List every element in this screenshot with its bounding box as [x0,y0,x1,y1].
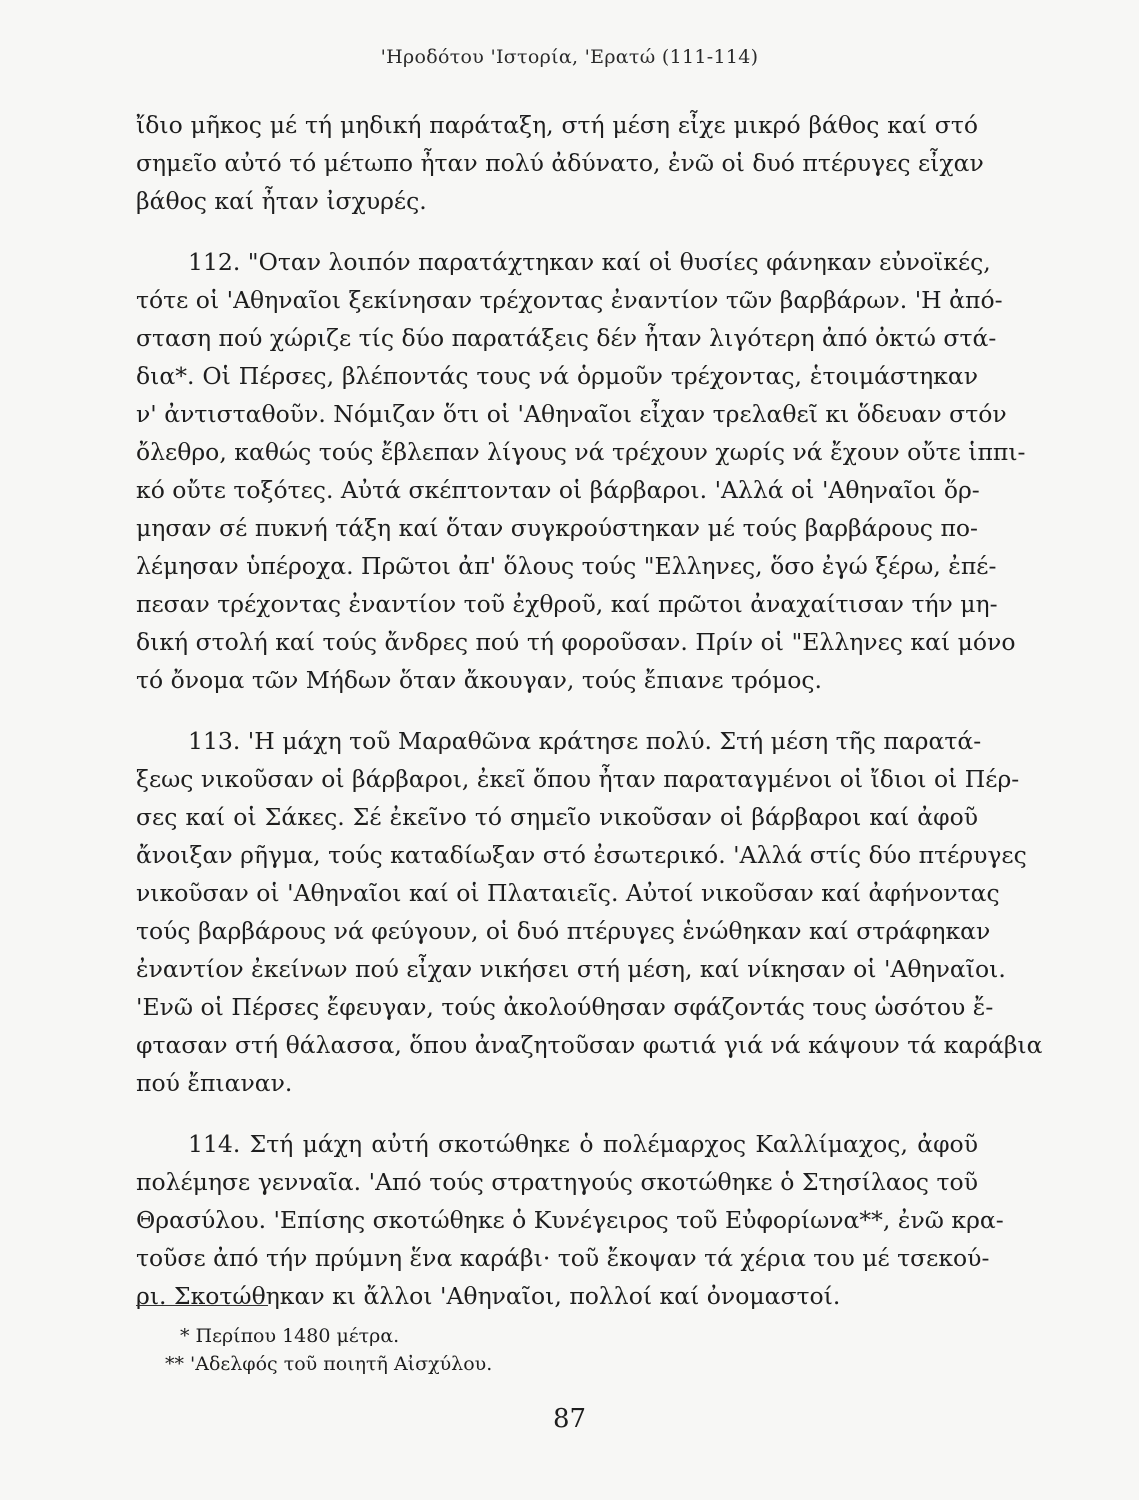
text-line: 112. "Οταν λοιπόν παρατάχτηκαν καί οἱ θυσίες φάνηκαν εὐνοϊκές, [188,248,991,276]
text-line: 'Ενῶ οἱ Πέρσες ἔφευγαν, τούς ἀκολούθησαν σφάζοντάς τους ὡσότου ἔ- [136,993,994,1021]
text-line: τούς βαρβάρους νά φεύγουν, οἱ δυό πτέρυγες ἑνώθηκαν καί στράφηκαν [136,917,991,945]
text-line: πεσαν τρέχοντας ἐναντίον τοῦ ἐχθροῦ, καί πρῶτοι ἀναχαίτισαν τήν μη- [136,590,998,618]
text-line: τότε οἱ 'Αθηναῖοι ξεκίνησαν τρέχοντας ἐναντίον τῶν βαρβάρων. 'Η ἀπό- [136,286,1003,314]
text-line: δια*. Οἱ Πέρσες, βλέποντάς τους νά ὁρμοῦν τρέχοντας, ἑτοιμάστηκαν [136,362,978,390]
text-line: ἐναντίον ἐκείνων πού εἶχαν νικήσει στή μέση, καί νίκησαν οἱ 'Αθηναῖοι. [136,955,1006,983]
text-line: κό οὔτε τοξότες. Αὐτά σκέπτονταν οἱ βάρβαροι. 'Αλλά οἱ 'Αθηναῖοι ὅρ- [136,476,980,504]
text-line: ὄλεθρο, καθώς τούς ἔβλεπαν λίγους νά τρέχουν χωρίς νά ἔχουν οὔτε ἱππι- [136,438,1026,466]
text-line: τό ὄνομα τῶν Μήδων ὅταν ἄκουγαν, τούς ἔπιανε τρόμος. [136,666,822,694]
text-line: ν' ἀντισταθοῦν. Νόμιζαν ὅτι οἱ 'Αθηναῖοι εἶχαν τρελαθεῖ κι ὅδευαν στόν [136,400,1007,428]
text-line: νικοῦσαν οἱ 'Αθηναῖοι καί οἱ Πλαταιεῖς. Αὐτοί νικοῦσαν καί ἀφήνοντας [136,879,1000,907]
text-line: ρι. Σκοτώθηκαν κι ἄλλοι 'Αθηναῖοι, πολλοί καί ὀνομαστοί. [136,1282,841,1310]
footnote-1: * Περίπου 1480 μέτρα. [180,1325,400,1347]
footnote-divider [136,1305,268,1306]
text-line: φτασαν στή θάλασσα, ὅπου ἀναζητοῦσαν φωτιά γιά νά κάψουν τά καράβια [136,1031,1043,1059]
page-number: 87 [552,1404,587,1434]
running-header: 'Ηροδότου 'Ιστορία, 'Ερατώ (111-114) [380,46,759,68]
text-line: δική στολή καί τούς ἄνδρες πού τή φοροῦσαν. Πρίν οἱ "Ελληνες καί μόνο [136,628,1016,656]
text-line: ἴδιο μῆκος μέ τή μηδική παράταξη, στή μέση εἶχε μικρό βάθος καί στό [136,111,978,139]
text-line: 113. 'Η μάχη τοῦ Μαραθῶνα κράτησε πολύ. Στή μέση τῆς παρατά- [188,727,982,755]
text-line: σημεῖο αὐτό τό μέτωπο ἦταν πολύ ἀδύνατο, ἐνῶ οἱ δυό πτέρυγες εἶχαν [136,149,984,177]
text-line: 114. Στή μάχη αὐτή σκοτώθηκε ὁ πολέμαρχος Καλλίμαχος, ἀφοῦ [188,1130,978,1158]
text-line: πού ἔπιαναν. [136,1069,293,1097]
text-line: βάθος καί ἦταν ἰσχυρές. [136,187,427,215]
text-line: σταση πού χώριζε τίς δύο παρατάξεις δέν ἦταν λιγότερη ἀπό ὀκτώ στά- [136,324,997,352]
text-line: λέμησαν ὑπέροχα. Πρῶτοι ἀπ' ὅλους τούς "Ελληνες, ὅσο ἐγώ ξέρω, ἐπέ- [136,552,997,580]
text-line: πολέμησε γενναῖα. 'Από τούς στρατηγούς σκοτώθηκε ὁ Στησίλαος τοῦ [136,1168,978,1196]
text-line: τοῦσε ἀπό τήν πρύμνη ἕνα καράβι· τοῦ ἔκοψαν τά χέρια του μέ τσεκού- [136,1244,990,1272]
text-line: ξεως νικοῦσαν οἱ βάρβαροι, ἐκεῖ ὅπου ἦταν παραταγμένοι οἱ ἴδιοι οἱ Πέρ- [136,765,1020,793]
footnote-2: ** 'Αδελφός τοῦ ποιητῆ Αἰσχύλου. [165,1353,493,1375]
text-line: ἄνοιξαν ρῆγμα, τούς καταδίωξαν στό ἐσωτερικό. 'Αλλά στίς δύο πτέρυγες [136,841,1027,869]
text-line: σες καί οἱ Σάκες. Σέ ἐκεῖνο τό σημεῖο νικοῦσαν οἱ βάρβαροι καί ἀφοῦ [136,803,978,831]
text-line: Θρασύλου. 'Επίσης σκοτώθηκε ὁ Κυνέγειρος τοῦ Εὐφορίωνα**, ἐνῶ κρα- [136,1206,1004,1234]
text-line: μησαν σέ πυκνή τάξη καί ὅταν συγκρούστηκαν μέ τούς βαρβάρους πο- [136,514,978,542]
